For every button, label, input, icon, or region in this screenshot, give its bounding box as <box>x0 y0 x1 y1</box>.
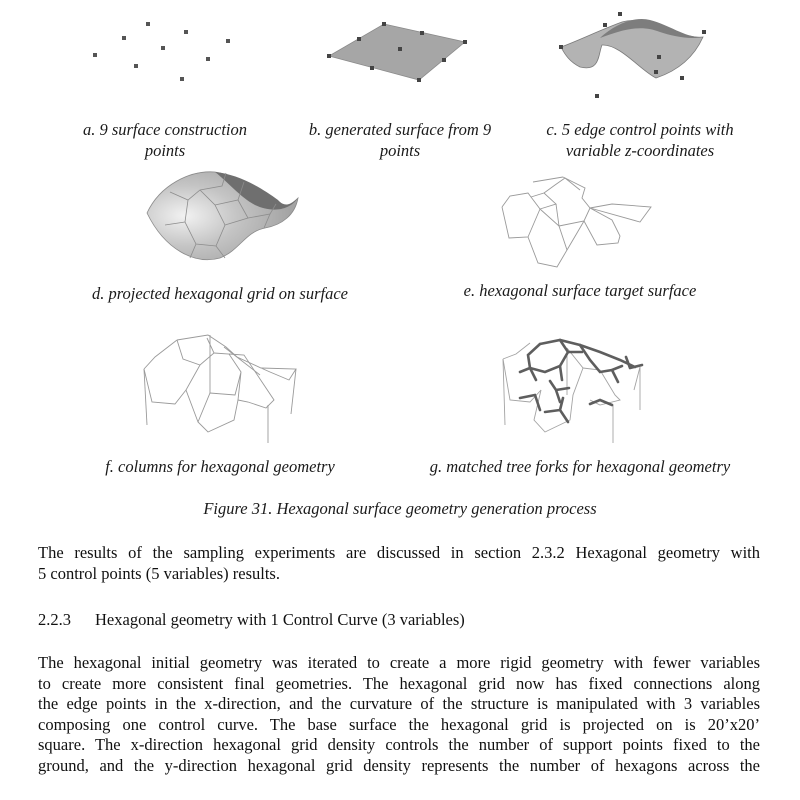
caption-panel-f: f. columns for hexagonal geometry <box>105 457 335 476</box>
paragraph-line: square. The x-direction hexagonal grid density controls the number of support points fixed to the <box>38 735 760 754</box>
figure-panel-b-surface <box>320 0 480 90</box>
figure-title: Figure 31. Hexagonal surface geometry generation process <box>203 499 597 518</box>
paragraph-line: the edge points in the x-direction, and the curvature of the structure is manipulated with 3 variables <box>38 694 760 713</box>
paragraph-line: The hexagonal initial geometry was iterated to create a more rigid geometry with fewer variables <box>38 653 760 672</box>
paragraph-line: composing one control curve. The base surface the hexagonal grid is projected on is 20’x20’ <box>38 714 760 734</box>
figure-panel-d-hex-surface <box>140 165 310 265</box>
section-heading <box>38 610 465 630</box>
section-number: 2.2.3 <box>38 610 71 629</box>
caption-panel-d: d. projected hexagonal grid on surface <box>91 284 348 303</box>
paragraph-line: to create more consistent final geometries. The hexagonal grid now has fixed connections along <box>38 673 760 693</box>
control-point-markers <box>93 22 230 81</box>
figure-panel-e-hex-wireframe <box>495 170 655 275</box>
paragraph-results <box>38 543 760 584</box>
caption-panel-c: c. 5 edge control points with variable z-coordinates <box>546 120 734 160</box>
section-title: Hexagonal geometry with 1 Control Curve (3 variables) <box>95 610 465 629</box>
paragraph-line: ground, and the y-direction hexagonal grid density represents the number of hexagons across the <box>38 755 760 775</box>
tree-fork-nodes <box>520 340 642 422</box>
figure-panel-c-curved-surface <box>555 5 715 100</box>
caption-panel-b: b. generated surface from 9 points <box>308 120 492 160</box>
figure-panel-f-columns <box>140 325 305 445</box>
caption-panel-g: g. matched tree forks for hexagonal geometry <box>429 457 731 476</box>
paragraph-line: 5 control points (5 variables) results. <box>38 563 280 583</box>
paragraph-hexagonal-geometry <box>38 653 760 776</box>
caption-panel-a: a. 9 surface construction points <box>82 120 248 160</box>
figure-panel-g-tree-forks <box>495 325 650 445</box>
caption-panel-e: e. hexagonal surface target surface <box>463 281 697 300</box>
paragraph-line: The results of the sampling experiments are discussed in section 2.3.2 Hexagonal geometry with <box>38 543 760 562</box>
flat-surface <box>329 24 465 80</box>
figure-panel-a-points <box>60 0 280 100</box>
